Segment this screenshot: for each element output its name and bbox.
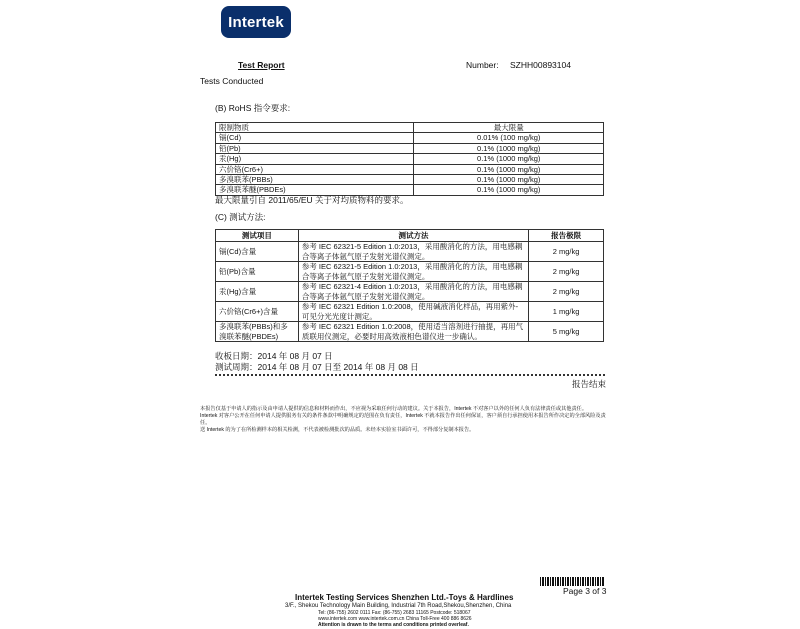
methods-table bbox=[215, 229, 604, 342]
test-item-cell: 镉(Cd)含量 bbox=[216, 242, 299, 262]
substance-cell: 铅(Pb) bbox=[216, 143, 414, 153]
table-header: 测试方法 bbox=[298, 230, 528, 242]
limit-cell: 0.1% (1000 mg/kg) bbox=[414, 143, 604, 153]
disclaimer-line: 本报告仅基于申请人的指示及由申请人提供的信息和材料而作出，不应视为采取任何行动的建议。关于本报告，Intertek 不对客户以外的任何人负有法律责任或其他责任。 bbox=[200, 406, 588, 412]
table-row bbox=[216, 164, 604, 174]
test-period-value: 2014 年 08 月 07 日至 2014 年 08 月 08 日 bbox=[257, 362, 419, 372]
table-row bbox=[216, 133, 604, 143]
limit-cell: 0.1% (1000 mg/kg) bbox=[414, 175, 604, 185]
page-number: Page 3 of 3 bbox=[563, 586, 607, 596]
report-title: Test Report bbox=[238, 60, 285, 70]
table-row bbox=[216, 175, 604, 185]
footer-attention: Attention is drawn to the terms and conditions printed overleaf. bbox=[318, 622, 469, 628]
report-number: SZHH00893104 bbox=[510, 60, 571, 70]
disclaimer-line: Intertek 对客户公开在任何申请人提供服务有关的条件条款中明确规定的范围在负有责任，Intertek 不就本报告作出任何保证，客户须自行承担使用本报告所作决定的全部风险及责任。 bbox=[200, 413, 606, 426]
limit-cell: 0.01% (100 mg/kg) bbox=[414, 133, 604, 143]
report-limit-cell: 1 mg/kg bbox=[529, 302, 604, 322]
table-row bbox=[216, 302, 604, 322]
substance-cell: 多溴联苯(PBBs) bbox=[216, 175, 414, 185]
table-header: 测试项目 bbox=[216, 230, 299, 242]
footer-address: 3/F., Shekou Technology Main Building, Industrial 7th Road,Shekou,Shenzhen, China bbox=[285, 603, 512, 609]
intertek-logo: Intertek bbox=[221, 6, 291, 38]
substance-cell: 汞(Hg) bbox=[216, 154, 414, 164]
table-row bbox=[216, 242, 604, 262]
substance-cell: 镉(Cd) bbox=[216, 133, 414, 143]
report-limit-cell: 2 mg/kg bbox=[529, 262, 604, 282]
method-cell: 参考 IEC 62321-4 Edition 1.0:2013，采用酸消化的方法，用电感耦合等离子体氩气原子发射光谱仪测定。 bbox=[298, 282, 528, 302]
substance-cell: 多溴联苯醚(PBDEs) bbox=[216, 185, 414, 195]
test-period-label: 测试周期： bbox=[215, 362, 258, 372]
report-limit-cell: 5 mg/kg bbox=[529, 322, 604, 342]
section-b-heading: (B) RoHS 指令要求: bbox=[215, 103, 291, 113]
received-value: 2014 年 08 月 07 日 bbox=[257, 351, 333, 361]
test-item-cell: 汞(Hg)含量 bbox=[216, 282, 299, 302]
table-row bbox=[216, 322, 604, 342]
footer-company: Intertek Testing Services Shenzhen Ltd.-Toys & Hardlines bbox=[295, 593, 514, 602]
disclaimer bbox=[200, 406, 610, 434]
table-row bbox=[216, 282, 604, 302]
footer-web: www.intertek.com www.intertek.com.cn China Toll-Free 400 886 8626 bbox=[318, 616, 472, 622]
footer-contact: Tel: (86-755) 2602 0111 Fax: (86-755) 2683 11165 Postcode: 518067 bbox=[318, 610, 471, 616]
table-header-row bbox=[216, 230, 604, 242]
limit-cell: 0.1% (1000 mg/kg) bbox=[414, 154, 604, 164]
method-cell: 参考 IEC 62321 Edition 1.0:2008，使用适当溶剂进行抽提，再用气质联用仪测定，必要时用高效液相色谱仪进一步确认。 bbox=[298, 322, 528, 342]
report-limit-cell: 2 mg/kg bbox=[529, 282, 604, 302]
table-header: 最大限量 bbox=[414, 123, 604, 133]
received-label: 收板日期： bbox=[215, 351, 258, 361]
method-cell: 参考 IEC 62321 Edition 1.0:2008，使用碱液消化样品，再用紫外-可见分光光度计测定。 bbox=[298, 302, 528, 322]
table-header: 报告极限 bbox=[529, 230, 604, 242]
number-label: Number: bbox=[466, 60, 499, 70]
limit-cell: 0.1% (1000 mg/kg) bbox=[414, 164, 604, 174]
table-row bbox=[216, 154, 604, 164]
method-cell: 参考 IEC 62321-5 Edition 1.0:2013，采用酸消化的方法，用电感耦合等离子体氩气原子发射光谱仪测定。 bbox=[298, 262, 528, 282]
test-item-cell: 六价铬(Cr6+)含量 bbox=[216, 302, 299, 322]
method-cell: 参考 IEC 62321-5 Edition 1.0:2013，采用酸消化的方法，用电感耦合等离子体氩气原子发射光谱仪测定。 bbox=[298, 242, 528, 262]
section-c-heading: (C) 测试方法: bbox=[215, 212, 266, 222]
barcode bbox=[540, 577, 604, 586]
test-item-cell: 多溴联苯(PBBs)和多溴联苯醚(PBDEs) bbox=[216, 322, 299, 342]
limits-note: 最大限量引自 2011/65/EU 关于对均质物料的要求。 bbox=[215, 195, 409, 205]
section-title: Tests Conducted bbox=[200, 76, 264, 86]
report-limit-cell: 2 mg/kg bbox=[529, 242, 604, 262]
disclaimer-line: 送 Intertek 的为了在所检测样本的相关检测，不代表被检测批次的品质。未经本实验室书面许可，不得部分复制本报告。 bbox=[200, 427, 475, 433]
end-of-report: 报告结束 bbox=[572, 379, 607, 389]
limits-table bbox=[215, 122, 604, 196]
limit-cell: 0.1% (1000 mg/kg) bbox=[414, 185, 604, 195]
received-date bbox=[215, 351, 333, 362]
table-header-row bbox=[216, 123, 604, 133]
test-item-cell: 铅(Pb)含量 bbox=[216, 262, 299, 282]
table-header: 限制物质 bbox=[216, 123, 414, 133]
divider bbox=[215, 370, 605, 376]
table-row bbox=[216, 143, 604, 153]
table-row bbox=[216, 185, 604, 195]
table-row bbox=[216, 262, 604, 282]
substance-cell: 六价铬(Cr6+) bbox=[216, 164, 414, 174]
